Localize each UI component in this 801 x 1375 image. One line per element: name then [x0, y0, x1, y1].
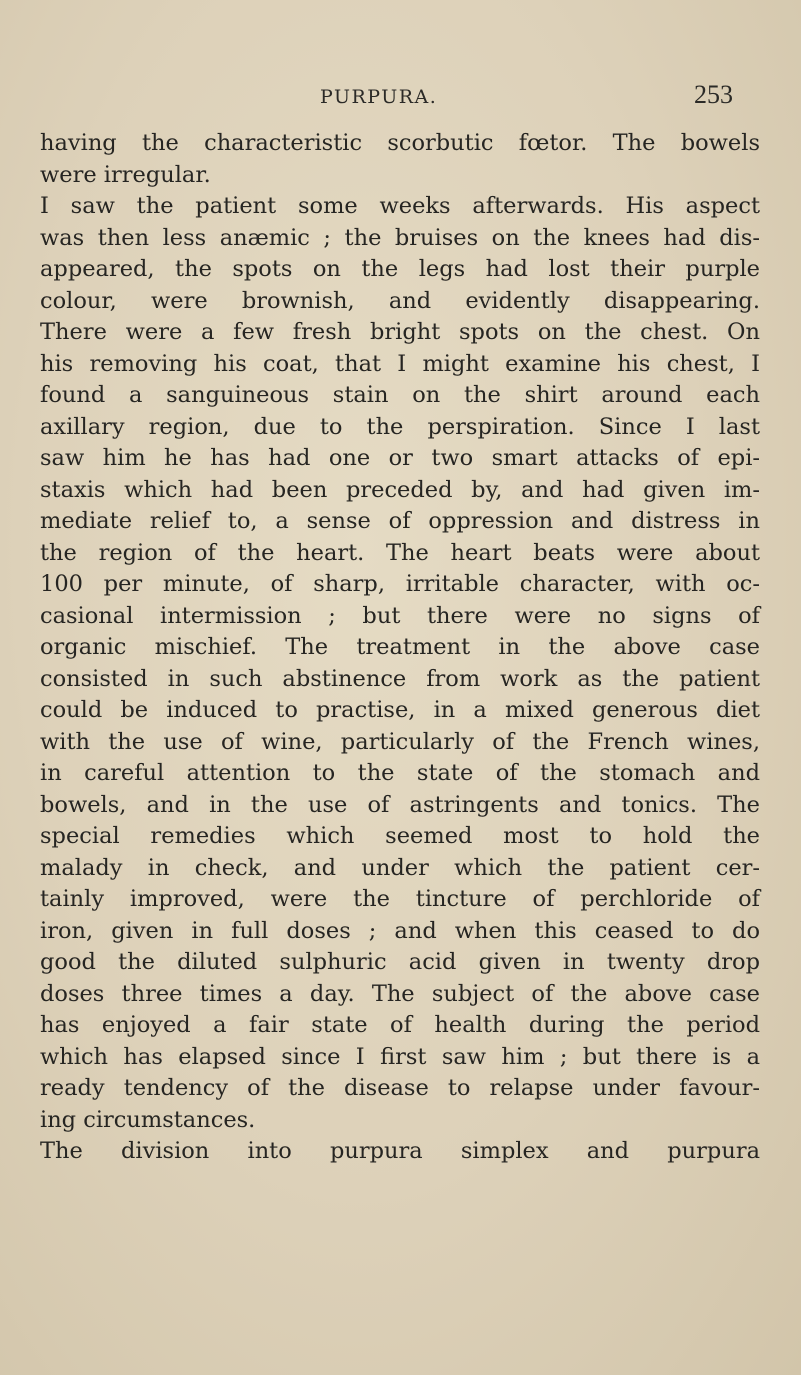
text-line: in careful attention to the state of the stomach and — [40, 760, 760, 786]
text-line: There were a few fresh bright spots on the chest. On — [40, 319, 760, 345]
text-line: 100 per minute, of sharp, irritable character, with oc- — [40, 571, 760, 597]
text-line: with the use of wine, particularly of the French wines, — [40, 728, 760, 755]
text-line: having the characteristic scorbutic fœtor. The bowels — [40, 130, 760, 156]
text-line: the region of the heart. The heart beats were about — [40, 539, 760, 566]
text-line: axillary region, due to the perspiration. Since I last — [40, 413, 760, 440]
text-line: his removing his coat, that I might examine his chest, I — [40, 350, 760, 377]
text-line: mediate relief to, a sense of oppression and distress in — [40, 508, 760, 534]
body-text — [40, 128, 760, 1168]
text-line: saw him he has had one or two smart attacks of epi- — [40, 445, 760, 471]
text-line: bowels, and in the use of astringents and tonics. The — [40, 791, 760, 818]
text-line: tainly improved, were the tincture of perchloride of — [40, 886, 760, 912]
text-line: found a sanguineous stain on the shirt around each — [40, 382, 760, 408]
text-line: special remedies which seemed most to hold the — [40, 823, 760, 849]
text-line: doses three times a day. The subject of the above case — [40, 980, 760, 1007]
text-line: iron, given in full doses ; and when this ceased to do — [40, 917, 760, 944]
text-line: consisted in such abstinence from work as the patient — [40, 665, 760, 692]
page-header — [0, 80, 801, 116]
text-line: ing circumstances. — [40, 1106, 256, 1133]
text-line: malady in check, and under which the patient cer- — [40, 854, 760, 881]
text-line: casional intermission ; but there were no signs of — [40, 602, 760, 629]
text-line: were irregular. — [40, 161, 211, 188]
text-line: which has elapsed since I first saw him ; but there is a — [40, 1043, 760, 1070]
text-line: appeared, the spots on the legs had lost their purple — [40, 256, 760, 282]
text-line: has enjoyed a fair state of health during the period — [40, 1012, 760, 1038]
page-number: 253 — [694, 80, 733, 109]
text-line: organic mischief. The treatment in the above case — [40, 634, 760, 660]
running-head: PURPURA. — [320, 86, 438, 108]
text-line: colour, were brownish, and evidently disappearing. — [40, 287, 760, 314]
text-line: was then less anæmic ; the bruises on the knees had dis- — [40, 224, 760, 251]
text-line: The division into purpura simplex and purpura — [40, 1138, 760, 1164]
text-line: good the diluted sulphuric acid given in twenty drop — [40, 949, 760, 975]
text-line: ready tendency of the disease to relapse under favour- — [40, 1075, 760, 1101]
text-line: could be induced to practise, in a mixed generous diet — [40, 697, 760, 723]
text-line: I saw the patient some weeks afterwards. His aspect — [40, 193, 760, 219]
text-line: staxis which had been preceded by, and had given im- — [40, 476, 760, 503]
